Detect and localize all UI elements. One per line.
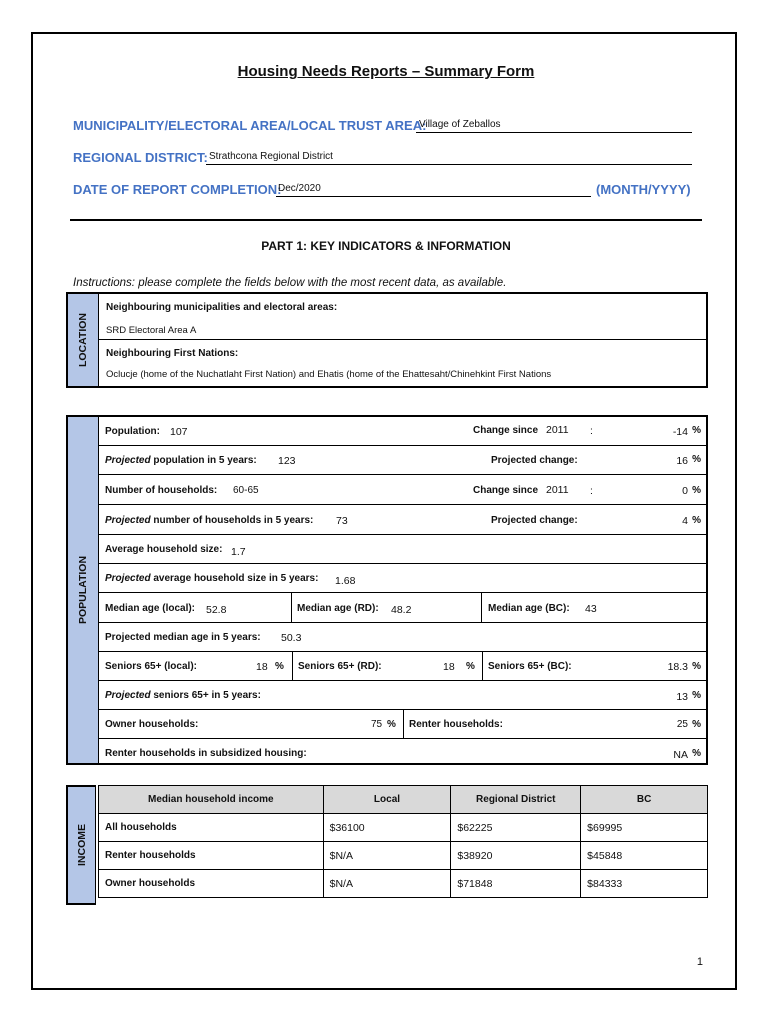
- seniors-local-field[interactable]: 18: [256, 661, 268, 673]
- report-date-label: DATE OF REPORT COMPLETION:: [73, 182, 282, 197]
- population-field[interactable]: 107: [170, 426, 188, 438]
- income-owner-rd-field[interactable]: $71848: [451, 870, 581, 898]
- income-table: [98, 785, 708, 898]
- income-all-local-field[interactable]: $36100: [323, 814, 451, 842]
- projected-median-age-field[interactable]: 50.3: [281, 632, 302, 644]
- neighbouring-areas-field[interactable]: SRD Electoral Area A: [106, 325, 197, 336]
- regional-district-label: REGIONAL DISTRICT:: [73, 150, 208, 165]
- income-all-bc-field[interactable]: $69995: [581, 814, 708, 842]
- page-number: 1: [696, 956, 703, 968]
- income-renter-rd-field[interactable]: $38920: [451, 842, 581, 870]
- form-title: Housing Needs Reports – Summary Form: [237, 63, 535, 80]
- report-date-format: (MONTH/YYYY): [596, 182, 691, 197]
- income-row-all: All households $36100 $62225 $69995: [99, 814, 708, 842]
- instructions: Instructions: please complete the fields below with the most recent data, as available.: [73, 277, 507, 289]
- projected-households-field[interactable]: 73: [336, 515, 348, 527]
- avg-household-size-field[interactable]: 1.7: [231, 546, 246, 558]
- households-field[interactable]: 60-65: [233, 485, 259, 496]
- municipality-label: MUNICIPALITY/ELECTORAL AREA/LOCAL TRUST AREA:: [73, 118, 427, 133]
- income-owner-bc-field[interactable]: $84333: [581, 870, 708, 898]
- regional-district-underline: [206, 164, 692, 165]
- projected-population-change-field[interactable]: 16: [676, 455, 688, 467]
- report-date-underline: [276, 196, 591, 197]
- income-renter-local-field[interactable]: $N/A: [323, 842, 451, 870]
- median-age-row: Median age (local): 52.8 Median age (RD): 48.2 Median age (BC): 43: [98, 593, 706, 623]
- header-divider: [70, 219, 702, 221]
- households-change-field[interactable]: 0: [682, 485, 688, 497]
- projected-seniors-row: Projected seniors 65+ in 5 years: 13 %: [98, 681, 706, 710]
- median-age-bc-field[interactable]: 43: [585, 603, 597, 615]
- seniors-rd-field[interactable]: 18: [443, 661, 455, 673]
- first-nations-label: Neighbouring First Nations:: [106, 348, 239, 359]
- projected-seniors-field[interactable]: 13: [676, 691, 688, 703]
- location-side-label: LOCATION: [68, 294, 99, 386]
- report-date-field[interactable]: Dec/2020: [278, 183, 321, 194]
- owner-households-field[interactable]: 75: [371, 719, 383, 730]
- income-owner-local-field[interactable]: $N/A: [323, 870, 451, 898]
- population-section: [66, 415, 708, 765]
- subsidized-row: Renter households in subsidized housing: NA %: [105, 748, 701, 761]
- projected-households-row: Projected number of households in 5 years: 73 Projected change: 4 %: [98, 505, 706, 535]
- regional-district-field[interactable]: Strathcona Regional District: [209, 151, 333, 162]
- first-nations-field[interactable]: Oclucje (home of the Nuchatlaht First Nation) and Ehatis (home of the Ehattesaht/Chinehkint First Nations: [106, 369, 552, 380]
- projected-population-field[interactable]: 123: [278, 455, 296, 467]
- projected-avg-size-field[interactable]: 1.68: [335, 575, 356, 587]
- households-row: Number of households: 60-65 Change since 2011 : 0 %: [98, 475, 706, 505]
- income-section: [66, 785, 708, 905]
- document-page: [31, 32, 737, 990]
- avg-household-size-row: Average household size: 1.7: [98, 535, 706, 564]
- population-row: Population: 107 Change since 2011 : -14 %: [98, 417, 706, 446]
- part1-heading: PART 1: KEY INDICATORS & INFORMATION: [261, 239, 511, 253]
- projected-median-age-row: Projected median age in 5 years: 50.3: [98, 623, 706, 652]
- renter-households-field[interactable]: 25: [676, 719, 688, 730]
- tenure-row: Owner households: 75 % Renter households: 25 %: [98, 710, 706, 739]
- income-all-rd-field[interactable]: $62225: [451, 814, 581, 842]
- projected-population-row: Projected population in 5 years: 123 Projected change: 16 %: [98, 446, 706, 475]
- seniors-bc-field[interactable]: 18.3: [667, 661, 688, 673]
- location-divider: [98, 339, 706, 340]
- income-row-renter: Renter households $N/A $38920 $45848: [99, 842, 708, 870]
- subsidized-field[interactable]: NA: [673, 749, 688, 761]
- seniors-row: Seniors 65+ (local): 18 % Seniors 65+ (RD): 18 % Seniors 65+ (BC): 18.3 %: [98, 652, 706, 681]
- population-change-field[interactable]: -14: [672, 426, 688, 438]
- population-side-label: POPULATION: [68, 417, 99, 763]
- median-age-local-field[interactable]: 52.8: [206, 604, 227, 616]
- neighbouring-areas-label: Neighbouring municipalities and electoral areas:: [106, 302, 338, 313]
- municipality-field[interactable]: Village of Zeballos: [419, 119, 501, 130]
- income-side-label: INCOME: [66, 785, 96, 905]
- location-section: [66, 292, 708, 388]
- projected-avg-size-row: Projected average household size in 5 years: 1.68: [98, 564, 706, 593]
- median-age-rd-field[interactable]: 48.2: [391, 604, 412, 616]
- projected-households-change-field[interactable]: 4: [682, 515, 688, 527]
- municipality-underline: [416, 132, 692, 133]
- income-renter-bc-field[interactable]: $45848: [581, 842, 708, 870]
- income-row-owner: Owner households $N/A $71848 $84333: [99, 870, 708, 898]
- income-header-row: Median household income Local Regional District BC: [99, 786, 708, 814]
